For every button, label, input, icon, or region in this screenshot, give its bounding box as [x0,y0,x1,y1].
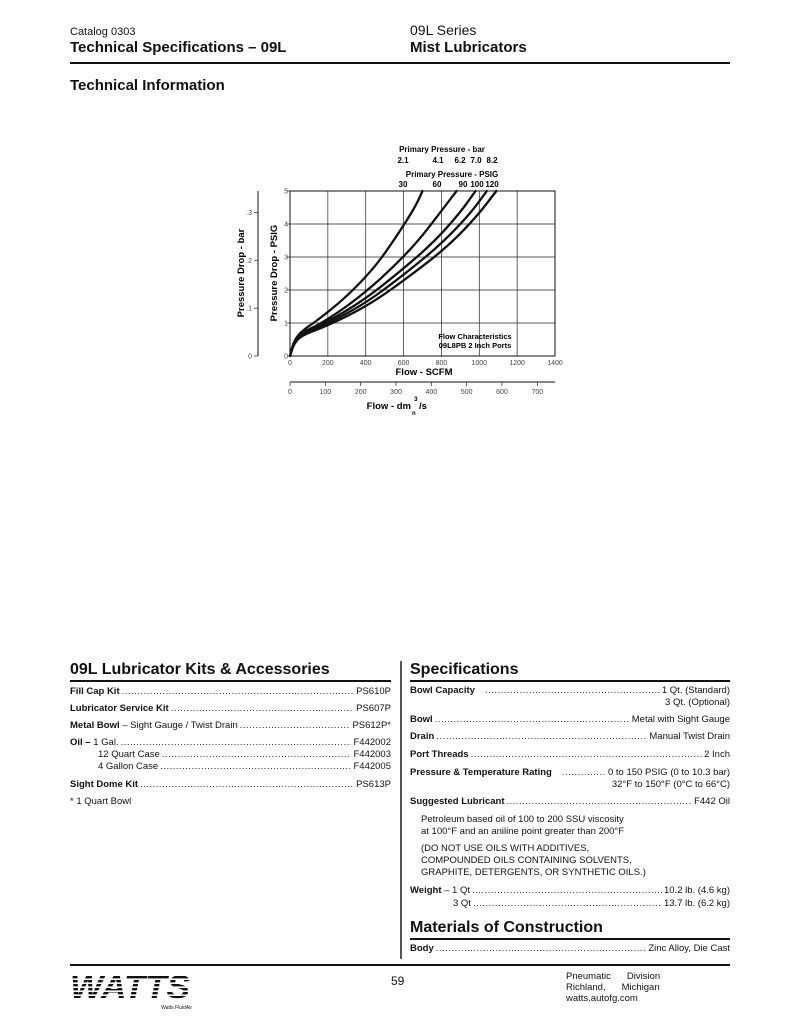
logo-wordmark: WATTS [70,969,191,1005]
kit-part-number: PS610P [356,686,391,697]
x2-axis-label-tail: /s [419,401,427,412]
x-axis-label: Flow - SCFM [395,367,453,378]
spec-value: Manual Twist Drain [649,731,730,742]
flow-chart [0,0,800,440]
x-tick-label: 0 [288,360,292,367]
bar-tick-label: .2 [246,257,252,265]
specs-rule [410,680,730,682]
material-value: Zinc Alloy, Die Cast [648,943,730,954]
header-series: 09L Series [410,22,477,38]
kit-part-number: F442005 [353,761,391,772]
technical-information-title: Technical Information [70,77,225,94]
dm3-tick-label: 500 [460,389,473,396]
x-tick-label: 1000 [471,360,488,367]
footer-rule [70,964,730,966]
spec-value: 2 Inch [704,749,730,760]
kit-row-fill-cap [70,686,391,698]
annotation-line-2: 09L8PB 2 Inch Ports [438,341,512,350]
x-tick-group [288,360,563,367]
kit-desc: – Sight Gauge / Twist Drain [119,720,238,731]
top-psig-value: 90 [458,180,468,189]
lubricant-warning: GRAPHITE, DETERGENTS, OR SYNTHETIC OILS.) [421,867,646,878]
materials-title: Materials of Construction [410,919,603,936]
x-tick-label: 200 [322,360,334,367]
bar-tick-label: .3 [246,209,252,217]
lubricant-note: Petroleum based oil of 100 to 200 SSU viscosity [421,814,624,825]
kit-label: Sight Dome Kit [70,779,139,790]
top-bar-value: 7.0 [470,156,482,165]
y-tick-label: 4 [284,221,288,229]
kit-part-number: PS613P [356,779,391,790]
y-tick-label: 5 [284,188,288,196]
material-label: Body [410,943,434,954]
spec-row-pressure-temperature [410,767,730,779]
bar-tick-group [246,210,258,361]
spec-label: Drain [410,731,435,742]
kits-title: 09L Lubricator Kits & Accessories [70,661,330,678]
state: Michigan [621,982,660,993]
top-bar-value: 4.1 [432,156,444,165]
spec-value: F442 Oil [694,796,730,807]
top-label-bar: Primary Pressure - bar [399,145,485,154]
spec-row-weight-3 [453,898,730,910]
top-psig-value: 60 [432,180,442,189]
x-tick-label: 1400 [547,360,563,367]
kit-row-service [70,703,391,715]
spec-label: Bowl Capacity [410,685,475,696]
logo-subtext: Watts FluidAir [161,1005,192,1011]
specifications-title: Specifications [410,661,519,678]
website: watts.autofg.com [566,993,638,1004]
x-tick-label: 400 [359,360,372,367]
spec-desc: 3 Qt [453,898,471,909]
kit-desc: 1 Gal. [90,737,119,748]
y-outer-axis-label: Pressure Drop - bar [236,228,247,318]
spec-label: Pressure & Temperature Rating [410,767,552,778]
x2-axis-label-sup: 3 [414,396,418,403]
x-tick-label: 600 [397,360,410,367]
column-divider [400,661,402,959]
spec-label: Bowl [410,714,433,725]
spec-value: Metal with Sight Gauge [631,714,730,725]
lubricant-warning: COMPOUNDED OILS CONTAINING SOLVENTS, [421,855,632,866]
kit-label: Lubricator Service Kit [70,703,169,714]
dm3-tick-label: 0 [288,389,292,396]
y-inner-axis-label: Pressure Drop - PSIG [269,224,280,322]
lubricant-note: at 100°F and an aniline point greater than 200°F [421,826,625,837]
spec-label: Weight [410,885,442,896]
x-tick-label: 1200 [509,360,525,367]
kit-row-oil-3 [98,761,391,773]
kit-desc: 4 Gallon Case [98,761,159,772]
lubricant-warning: (DO NOT USE OILS WITH ADDITIVES, [421,843,590,854]
y-tick-label: 3 [284,254,288,262]
division-name: Pneumatic [566,971,611,982]
kit-part-number: PS612P* [352,720,391,731]
spec-row-port-threads [410,749,730,761]
kit-part-number: F442003 [353,749,391,760]
kit-row-oil-1 [70,737,391,749]
top-psig-value: 30 [398,180,408,189]
kit-desc: 12 Quart Case [98,749,160,760]
kit-row-metal-bowl [70,720,391,732]
x2-axis-label-sub: n [412,411,416,417]
material-row-body [410,943,730,955]
kit-label: Metal Bowl [70,720,120,731]
spec-label: Port Threads [410,749,469,760]
spec-value-continued: 32°F to 150°F (0°C to 66°C) [611,779,730,790]
spec-row-bowl-capacity [410,685,730,697]
dm3-tick-label: 700 [531,389,544,396]
top-psig-value: 120 [485,180,499,189]
division-address [566,971,660,1004]
header-right-title: Mist Lubricators [410,39,527,56]
x2-axis-label: Flow - dm [366,401,411,412]
bar-tick-label: .1 [246,305,252,313]
x-tick-label: 800 [435,360,448,367]
kit-label: Fill Cap Kit [70,686,120,697]
spec-label: Suggested Lubricant [410,796,505,807]
dm3-tick-group [288,382,543,396]
dm3-tick-label: 300 [390,389,402,396]
top-bar-value: 6.2 [454,156,466,165]
spec-row-drain [410,731,730,743]
watts-logo [68,968,194,1012]
dm3-tick-label: 400 [425,389,438,396]
bar-tick-label: 0 [248,353,252,361]
spec-desc: – 1 Qt [441,885,471,896]
spec-row-weight-1 [410,885,730,897]
spec-value: 0 to 150 PSIG (0 to 10.3 bar) [608,767,730,778]
materials-rule [410,938,730,940]
kits-footnote: * 1 Quart Bowl [70,796,132,807]
page-number: 59 [391,974,405,988]
kit-part-number: F442002 [353,737,391,748]
spec-value: 10.2 lb. (4.6 kg) [663,885,730,896]
kit-part-number: PS607P [356,703,391,714]
kit-label: Oil – [70,737,91,748]
y-tick-label: 1 [284,320,288,328]
spec-value-continued: 3 Qt. (Optional) [665,697,730,708]
kit-row-oil-2 [98,749,391,761]
chart-grid [287,191,555,356]
y-tick-group [284,189,288,361]
y-tick-label: 2 [284,287,288,295]
kit-row-sight-dome [70,779,391,791]
spec-value: 1 Qt. (Standard) [661,685,730,696]
top-label-psig: Primary Pressure - PSIG [405,170,499,179]
city: Richland, [566,982,606,993]
division-word: Division [626,971,661,982]
top-psig-value: 100 [470,180,484,189]
dm3-tick-label: 200 [354,389,367,396]
spec-row-bowl [410,714,730,726]
plot-frame [290,191,555,356]
top-bar-value: 8.2 [486,156,498,165]
top-bar-value: 2.1 [397,156,409,165]
y-tick-label: 0 [284,353,288,361]
dm3-tick-label: 100 [319,389,332,396]
catalog-number: Catalog 0303 [70,26,136,38]
spec-row-lubricant [410,796,730,808]
header-left-title: Technical Specifications – 09L [70,39,287,56]
dm3-tick-label: 600 [496,389,508,396]
annotation-line-1: Flow Characteristics [438,332,512,341]
kits-rule [70,680,391,682]
spec-value: 13.7 lb. (6.2 kg) [663,898,730,909]
